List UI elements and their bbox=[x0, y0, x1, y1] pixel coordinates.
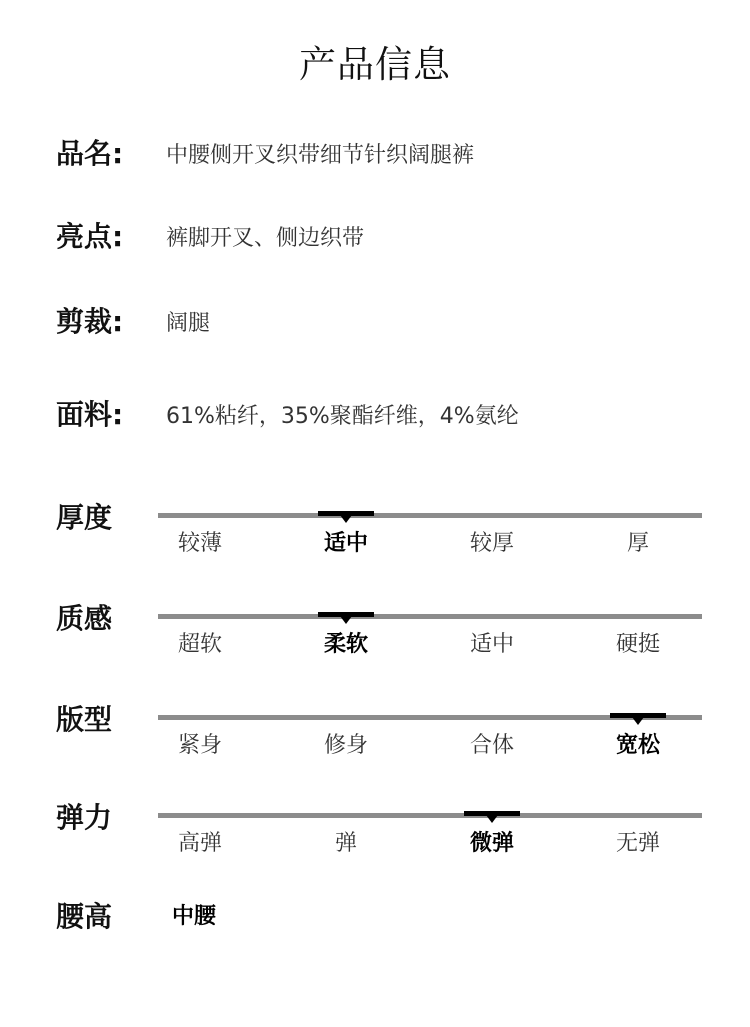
scale-option: 高弹 bbox=[177, 831, 222, 856]
scale-option: 弹 bbox=[334, 831, 357, 856]
scale-track bbox=[158, 513, 702, 518]
scale-option: 硬挺 bbox=[615, 632, 660, 657]
scale-option: 紧身 bbox=[177, 733, 222, 758]
scale-option: 柔软 bbox=[323, 632, 368, 657]
scale-label: 版型 bbox=[56, 703, 113, 736]
scale-option: 无弹 bbox=[615, 831, 660, 856]
scale-option: 合体 bbox=[469, 733, 514, 758]
scale-marker bbox=[318, 511, 374, 516]
scale-label: 弹力 bbox=[56, 801, 113, 834]
scale-option: 宽松 bbox=[615, 733, 660, 758]
scale-marker bbox=[464, 811, 520, 816]
waist-value: 中腰 bbox=[172, 904, 217, 929]
scale-thickness bbox=[56, 500, 706, 590]
scale-marker bbox=[318, 612, 374, 617]
info-label: 品名: bbox=[56, 137, 124, 170]
scale-label: 质感 bbox=[56, 602, 113, 635]
scale-marker bbox=[610, 713, 666, 718]
info-label: 亮点: bbox=[56, 220, 124, 253]
info-value: 阔腿 bbox=[166, 311, 211, 336]
scale-option: 较厚 bbox=[469, 531, 514, 556]
waist-label: 腰高 bbox=[56, 900, 113, 933]
info-value: 中腰侧开叉织带细节针织阔腿裤 bbox=[166, 143, 475, 168]
info-value: 61%粘纤，35%聚酯纤维，4%氨纶 bbox=[166, 404, 519, 429]
info-value: 裤脚开叉、侧边织带 bbox=[166, 226, 365, 251]
scale-option: 厚 bbox=[626, 531, 649, 556]
scale-track bbox=[158, 614, 702, 619]
scale-option: 适中 bbox=[469, 632, 514, 657]
scale-label: 厚度 bbox=[56, 501, 113, 534]
scale-option: 微弹 bbox=[469, 831, 514, 856]
scale-elasticity bbox=[56, 800, 706, 890]
scale-fit bbox=[56, 702, 706, 792]
scale-track bbox=[158, 813, 702, 818]
scale-texture bbox=[56, 601, 706, 691]
info-label: 面料: bbox=[56, 398, 124, 431]
scale-option: 适中 bbox=[323, 531, 368, 556]
info-label: 剪裁: bbox=[56, 305, 124, 338]
scale-option: 较薄 bbox=[177, 531, 222, 556]
scale-option: 修身 bbox=[323, 733, 368, 758]
page-title: 产品信息 bbox=[299, 43, 451, 86]
scale-option: 超软 bbox=[177, 632, 222, 657]
